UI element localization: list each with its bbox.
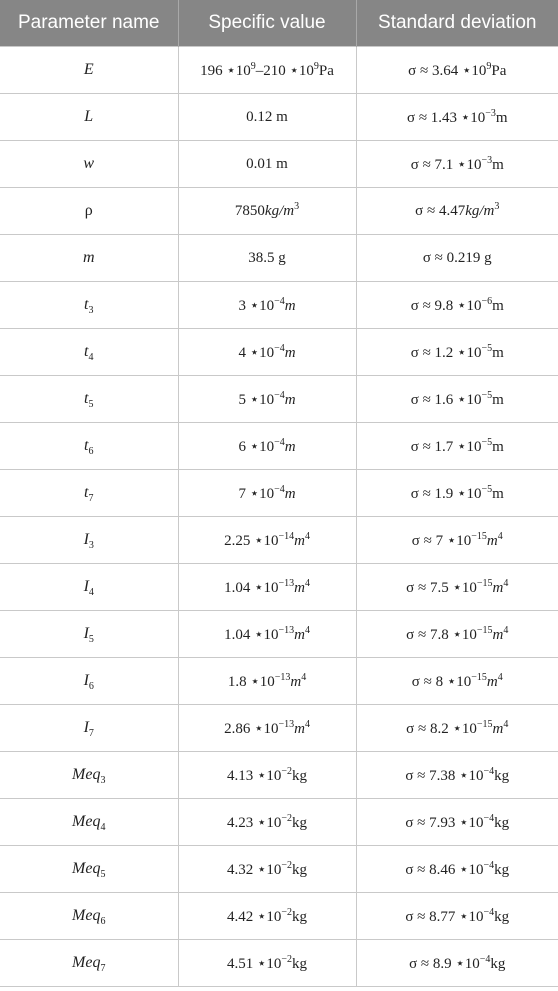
specific-value-cell [178, 517, 356, 564]
text-segment: 6 ⋆10 [238, 438, 275, 455]
superscript: −4 [483, 765, 495, 777]
parameter-subscript: 4 [100, 822, 106, 833]
parameter-symbol: L [84, 108, 94, 125]
italic-unit: m [284, 344, 296, 361]
standard-deviation-cell [356, 752, 558, 799]
table-row [0, 376, 558, 423]
text-segment: 1.04 ⋆10 [224, 579, 279, 596]
text-segment: σ ≈ 7.93 ⋆10 [405, 814, 484, 831]
italic-unit: m [486, 673, 498, 690]
text-segment: m [492, 156, 504, 173]
text-segment: σ ≈ 1.7 ⋆10 [410, 438, 482, 455]
parameter-symbol: Meq [72, 907, 101, 924]
italic-unit: m [284, 438, 296, 455]
italic-unit: m [294, 720, 305, 737]
superscript: −13 [278, 718, 295, 730]
specific-value-cell [178, 564, 356, 611]
table-row [0, 705, 558, 752]
parameter-symbol: t [84, 343, 89, 360]
specific-value-cell [178, 611, 356, 658]
standard-deviation-cell [356, 564, 558, 611]
superscript: −13 [278, 577, 295, 589]
text-segment: 7 ⋆10 [238, 485, 275, 502]
table-row [0, 188, 558, 235]
text-segment: σ ≈ 7 ⋆10 [411, 532, 472, 549]
text-segment: σ ≈ 7.8 ⋆10 [406, 626, 477, 643]
superscript: 4 [503, 624, 509, 636]
table-row [0, 282, 558, 329]
italic-unit: m [492, 579, 504, 596]
standard-deviation-cell [356, 47, 558, 94]
superscript: 4 [503, 718, 509, 730]
italic-unit: m [284, 297, 296, 314]
superscript: −14 [278, 530, 295, 542]
standard-deviation-cell [356, 799, 558, 846]
text-segment: σ ≈ 1.2 ⋆10 [410, 344, 482, 361]
parameter-name-cell [0, 188, 178, 235]
superscript: −3 [481, 154, 493, 166]
parameter-symbol: Meq [72, 766, 101, 783]
text-segment: σ ≈ 8.9 ⋆10 [409, 955, 480, 972]
standard-deviation-cell [356, 846, 558, 893]
italic-unit: m [284, 485, 296, 502]
parameter-name-cell [0, 611, 178, 658]
superscript: −4 [274, 389, 285, 401]
parameter-name-cell [0, 423, 178, 470]
text-segment: kg [292, 861, 308, 878]
table-body [0, 47, 558, 987]
standard-deviation-cell [356, 235, 558, 282]
text-segment: kg [292, 767, 308, 784]
text-segment: kg [490, 955, 506, 972]
text-segment: 196 ⋆10 [200, 62, 251, 79]
standard-deviation-cell [356, 705, 558, 752]
parameter-symbol: Meq [72, 860, 101, 877]
parameter-symbol: t [84, 390, 89, 407]
italic-unit: m [294, 579, 305, 596]
superscript: −4 [274, 295, 285, 307]
text-segment: 2.25 ⋆10 [224, 532, 279, 549]
superscript: 4 [503, 577, 509, 589]
text-segment: 0.01 m [246, 155, 288, 172]
header-row [0, 0, 558, 47]
parameter-symbol: I [83, 531, 89, 548]
italic-unit: m [492, 626, 504, 643]
parameter-subscript: 3 [88, 540, 94, 551]
superscript: −2 [281, 812, 293, 824]
parameter-subscript: 7 [88, 493, 94, 504]
parameter-name-cell [0, 376, 178, 423]
header-specific-value: Specific value [178, 0, 356, 47]
superscript: −3 [485, 107, 496, 119]
specific-value-cell [178, 752, 356, 799]
text-segment: σ ≈ 8.46 ⋆10 [405, 861, 484, 878]
parameter-symbol: I [83, 719, 89, 736]
italic-unit: m [290, 673, 302, 690]
standard-deviation-cell [356, 423, 558, 470]
standard-deviation-cell [356, 94, 558, 141]
parameter-name-cell [0, 141, 178, 188]
text-segment: 4.23 ⋆10 [226, 814, 282, 831]
superscript: −2 [281, 906, 293, 918]
text-segment: σ ≈ 8.77 ⋆10 [405, 908, 484, 925]
specific-value-cell [178, 893, 356, 940]
text-segment: σ ≈ 1.43 ⋆10 [406, 109, 486, 126]
parameter-name-cell [0, 94, 178, 141]
standard-deviation-cell [356, 141, 558, 188]
text-segment: 1.8 ⋆10 [227, 673, 275, 690]
text-segment: kg [292, 955, 308, 972]
text-segment: m [492, 391, 504, 408]
parameter-name-cell [0, 329, 178, 376]
superscript: 4 [301, 671, 307, 683]
text-segment: 7850 [234, 202, 265, 219]
table-row [0, 141, 558, 188]
parameter-name-cell [0, 799, 178, 846]
parameter-symbol: I [83, 672, 89, 689]
table-row [0, 658, 558, 705]
header-standard-deviation: Standard deviation [356, 0, 558, 47]
text-segment: kg [494, 814, 510, 831]
specific-value-cell [178, 470, 356, 517]
parameter-symbol: ρ [84, 202, 93, 219]
superscript: 4 [304, 530, 310, 542]
parameter-subscript: 4 [88, 352, 94, 363]
superscript: 4 [497, 671, 503, 683]
parameter-name-cell [0, 235, 178, 282]
superscript: 9 [313, 60, 319, 72]
superscript: −4 [483, 859, 495, 871]
text-segment: 0.12 m [246, 108, 288, 125]
superscript: −15 [471, 530, 487, 542]
specific-value-cell [178, 282, 356, 329]
specific-value-cell [178, 940, 356, 987]
superscript: 3 [494, 200, 500, 212]
text-segment: m [492, 344, 504, 361]
table-row [0, 423, 558, 470]
parameter-subscript: 6 [100, 916, 106, 927]
standard-deviation-cell [356, 517, 558, 564]
italic-unit: m [492, 720, 504, 737]
specific-value-cell [178, 423, 356, 470]
superscript: −5 [481, 389, 493, 401]
superscript: −15 [471, 671, 487, 683]
text-segment: kg [494, 908, 510, 925]
table-row [0, 893, 558, 940]
superscript: −4 [479, 953, 491, 965]
superscript: 9 [486, 60, 492, 72]
superscript: −13 [278, 624, 295, 636]
standard-deviation-cell [356, 376, 558, 423]
text-segment: σ ≈ 0.219 g [422, 249, 492, 266]
text-segment: –210 ⋆10 [255, 62, 314, 79]
text-segment: 5 ⋆10 [238, 391, 275, 408]
text-segment: σ ≈ 7.1 ⋆10 [410, 156, 482, 173]
parameter-name-cell [0, 752, 178, 799]
text-segment: m [492, 297, 504, 314]
text-segment: 3 ⋆10 [238, 297, 275, 314]
parameter-subscript: 3 [88, 305, 94, 316]
standard-deviation-cell [356, 893, 558, 940]
superscript: −5 [481, 483, 493, 495]
parameter-symbol: t [84, 296, 89, 313]
text-segment: σ ≈ 7.5 ⋆10 [406, 579, 477, 596]
text-segment: σ ≈ 4.47 [415, 202, 466, 219]
superscript: 9 [250, 60, 256, 72]
standard-deviation-cell [356, 658, 558, 705]
text-segment: Pa [318, 62, 334, 79]
parameter-name-cell [0, 517, 178, 564]
standard-deviation-cell [356, 188, 558, 235]
standard-deviation-cell [356, 940, 558, 987]
italic-unit: m [294, 532, 305, 549]
table-row [0, 799, 558, 846]
text-segment: σ ≈ 3.64 ⋆10 [408, 62, 487, 79]
parameter-subscript: 7 [88, 728, 94, 739]
superscript: 4 [304, 577, 310, 589]
superscript: −6 [481, 295, 493, 307]
parameter-subscript: 4 [88, 587, 94, 598]
parameter-symbol: E [83, 61, 94, 78]
text-segment: 38.5 g [248, 249, 286, 266]
superscript: 4 [304, 624, 310, 636]
parameter-name-cell [0, 470, 178, 517]
table-row [0, 235, 558, 282]
table-row [0, 329, 558, 376]
specific-value-cell [178, 329, 356, 376]
text-segment: 4.32 ⋆10 [226, 861, 282, 878]
parameter-subscript: 6 [88, 446, 94, 457]
superscript: −2 [281, 953, 293, 965]
parameter-name-cell [0, 893, 178, 940]
parameter-symbol: Meq [72, 954, 101, 971]
parameter-name-cell [0, 282, 178, 329]
text-segment: Pa [491, 62, 507, 79]
text-segment: σ ≈ 7.38 ⋆10 [405, 767, 484, 784]
table-row [0, 47, 558, 94]
specific-value-cell [178, 141, 356, 188]
text-segment: kg [292, 814, 308, 831]
parameter-name-cell [0, 564, 178, 611]
superscript: 4 [497, 530, 503, 542]
parameter-name-cell [0, 47, 178, 94]
text-segment: σ ≈ 9.8 ⋆10 [410, 297, 482, 314]
superscript: −15 [476, 577, 493, 589]
italic-unit: m [284, 391, 296, 408]
parameter-symbol: w [83, 155, 95, 172]
superscript: 4 [304, 718, 310, 730]
table-row [0, 94, 558, 141]
specific-value-cell [178, 235, 356, 282]
text-segment: σ ≈ 8 ⋆10 [411, 673, 472, 690]
superscript: −2 [281, 765, 293, 777]
italic-unit: kg/m [264, 202, 295, 219]
parameter-subscript: 5 [100, 869, 106, 880]
parameter-symbol: t [84, 484, 89, 501]
standard-deviation-cell [356, 329, 558, 376]
standard-deviation-cell [356, 611, 558, 658]
parameter-subscript: 7 [100, 963, 106, 974]
standard-deviation-cell [356, 470, 558, 517]
text-segment: kg [494, 861, 510, 878]
superscript: −4 [483, 812, 495, 824]
parameter-symbol: I [83, 625, 89, 642]
specific-value-cell [178, 376, 356, 423]
specific-value-cell [178, 47, 356, 94]
parameter-symbol: Meq [72, 813, 101, 830]
superscript: −4 [274, 483, 285, 495]
italic-unit: kg/m [465, 202, 495, 219]
text-segment: 4.51 ⋆10 [226, 955, 282, 972]
parameter-name-cell [0, 658, 178, 705]
text-segment: 1.04 ⋆10 [224, 626, 279, 643]
text-segment: m [492, 485, 504, 502]
specific-value-cell [178, 188, 356, 235]
superscript: −15 [476, 718, 493, 730]
superscript: −5 [481, 342, 493, 354]
specific-value-cell [178, 799, 356, 846]
parameter-symbol: t [84, 437, 89, 454]
text-segment: σ ≈ 1.6 ⋆10 [410, 391, 482, 408]
text-segment: 4 ⋆10 [238, 344, 275, 361]
table-row [0, 564, 558, 611]
parameter-symbol: I [83, 578, 89, 595]
text-segment: kg [494, 767, 510, 784]
superscript: −4 [274, 436, 285, 448]
specific-value-cell [178, 846, 356, 893]
table-row [0, 611, 558, 658]
superscript: −15 [476, 624, 493, 636]
superscript: −4 [483, 906, 495, 918]
table-row [0, 517, 558, 564]
parameter-name-cell [0, 705, 178, 752]
text-segment: m [492, 438, 504, 455]
specific-value-cell [178, 705, 356, 752]
text-segment: 4.13 ⋆10 [226, 767, 282, 784]
superscript: −5 [481, 436, 493, 448]
italic-unit: m [294, 626, 305, 643]
table-row [0, 470, 558, 517]
superscript: −13 [274, 671, 291, 683]
superscript: 3 [294, 200, 300, 212]
text-segment: m [495, 109, 508, 126]
parameter-subscript: 5 [88, 399, 94, 410]
text-segment: σ ≈ 1.9 ⋆10 [410, 485, 482, 502]
table-row [0, 752, 558, 799]
superscript: −4 [274, 342, 285, 354]
parameter-subscript: 3 [100, 775, 106, 786]
table-row [0, 846, 558, 893]
specific-value-cell [178, 658, 356, 705]
text-segment: 4.42 ⋆10 [226, 908, 282, 925]
standard-deviation-cell [356, 282, 558, 329]
parameter-symbol: m [82, 249, 95, 266]
parameter-name-cell [0, 846, 178, 893]
specific-value-cell [178, 94, 356, 141]
text-segment: 2.86 ⋆10 [224, 720, 279, 737]
parameter-subscript: 6 [88, 681, 94, 692]
italic-unit: m [486, 532, 498, 549]
text-segment: kg [292, 908, 308, 925]
parameter-subscript: 5 [88, 634, 94, 645]
table-row [0, 940, 558, 987]
superscript: −2 [281, 859, 293, 871]
header-parameter-name: Parameter name [0, 0, 178, 47]
text-segment: σ ≈ 8.2 ⋆10 [406, 720, 477, 737]
parameter-name-cell [0, 940, 178, 987]
